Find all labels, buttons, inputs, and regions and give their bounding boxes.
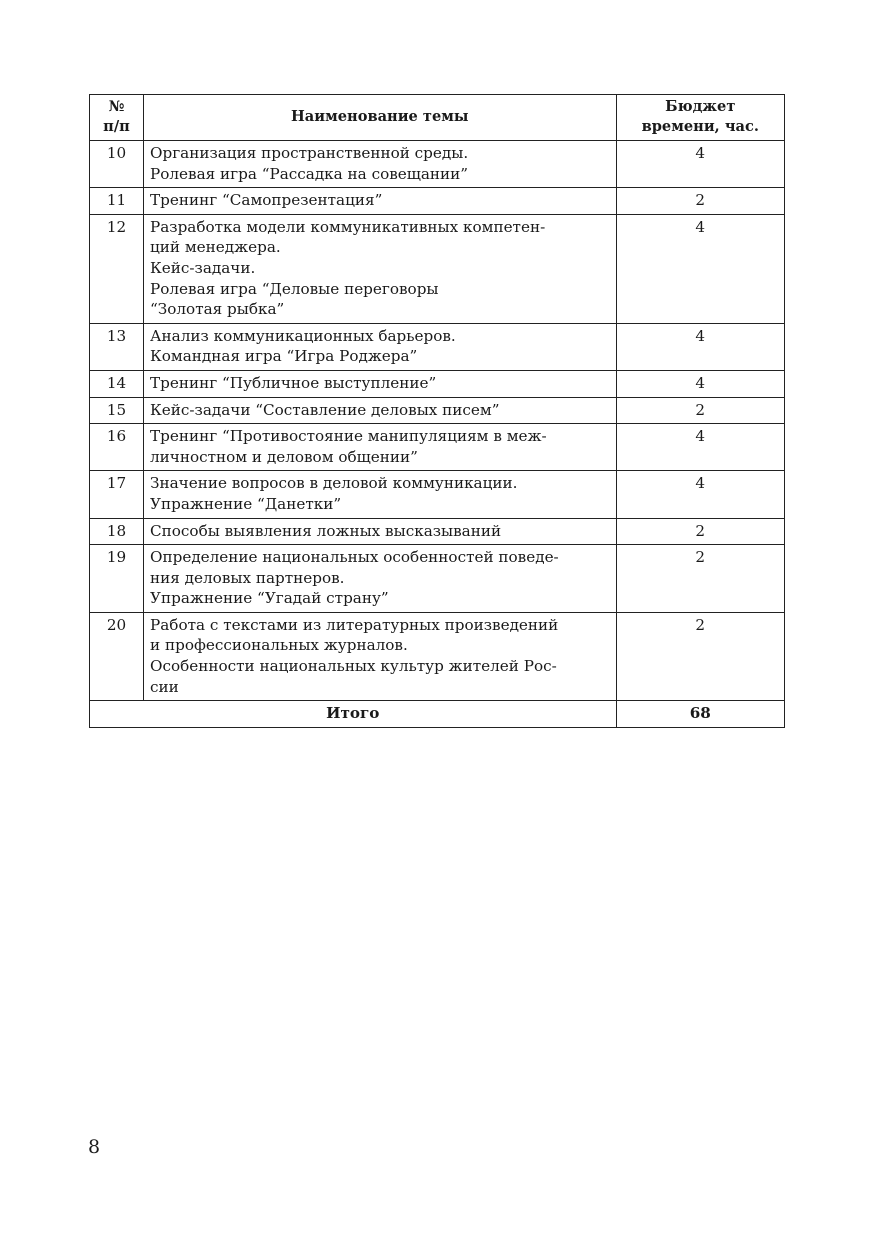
table-row bbox=[90, 370, 785, 397]
total-value: 68 bbox=[616, 701, 784, 728]
header-row bbox=[90, 95, 785, 141]
table-row bbox=[90, 323, 785, 370]
table-header bbox=[90, 95, 785, 141]
topic-line: Разработка модели коммуникативных компетен- bbox=[150, 217, 546, 236]
topic-line: Тренинг “Публичное выступление” bbox=[150, 373, 437, 392]
header-number bbox=[90, 95, 144, 141]
topic-line: ций менеджера. bbox=[150, 238, 281, 257]
page-number: 8 bbox=[88, 1136, 101, 1158]
row-hours: 4 bbox=[616, 214, 784, 323]
row-number: 19 bbox=[90, 545, 144, 613]
row-topic bbox=[144, 214, 617, 323]
topic-line: Анализ коммуникационных барьеров. bbox=[150, 326, 456, 345]
topic-line: Кейс-задачи. bbox=[150, 258, 256, 277]
row-topic bbox=[144, 612, 617, 700]
row-hours: 4 bbox=[616, 370, 784, 397]
row-topic bbox=[144, 518, 617, 545]
row-number: 20 bbox=[90, 612, 144, 700]
row-number: 11 bbox=[90, 188, 144, 215]
topic-line: и профессиональных журналов. bbox=[150, 636, 408, 655]
header-hours bbox=[616, 95, 784, 141]
table-row bbox=[90, 141, 785, 188]
row-hours: 4 bbox=[616, 471, 784, 518]
row-hours: 2 bbox=[616, 188, 784, 215]
row-topic bbox=[144, 370, 617, 397]
row-topic bbox=[144, 424, 617, 471]
topic-line: Тренинг “Противостояние манипуляциям в меж- bbox=[150, 427, 547, 446]
topic-line: Особенности национальных культур жителей Рос- bbox=[150, 657, 557, 676]
row-number: 16 bbox=[90, 424, 144, 471]
topic-line: Ролевая игра “Деловые переговоры bbox=[150, 279, 439, 298]
row-number: 13 bbox=[90, 323, 144, 370]
row-number: 10 bbox=[90, 141, 144, 188]
row-topic bbox=[144, 545, 617, 613]
topic-line: Организация пространственной среды. bbox=[150, 144, 469, 162]
total-label: Итого bbox=[90, 701, 617, 728]
row-hours: 4 bbox=[616, 424, 784, 471]
topic-line: Определение национальных особенностей поведе- bbox=[150, 548, 559, 567]
table-row bbox=[90, 545, 785, 613]
row-topic bbox=[144, 188, 617, 215]
table-row bbox=[90, 214, 785, 323]
topic-line: сии bbox=[150, 677, 179, 696]
header-hours-line2: времени, час. bbox=[641, 118, 759, 135]
topic-line: Значение вопросов в деловой коммуникации. bbox=[150, 474, 518, 493]
row-number: 15 bbox=[90, 397, 144, 424]
topic-line: Работа с текстами из литературных произведений bbox=[150, 615, 559, 634]
header-number-abbr: п/п bbox=[103, 118, 130, 135]
table-row bbox=[90, 471, 785, 518]
topics-table bbox=[89, 94, 785, 728]
topic-line: Упражнение “Угадай страну” bbox=[150, 589, 389, 608]
row-topic bbox=[144, 397, 617, 424]
header-hours-line1: Бюджет bbox=[665, 98, 736, 115]
table-body bbox=[90, 141, 785, 728]
row-hours: 4 bbox=[616, 141, 784, 188]
total-row bbox=[90, 701, 785, 728]
row-topic bbox=[144, 323, 617, 370]
topic-line: ния деловых партнеров. bbox=[150, 568, 345, 587]
topic-line: Упражнение “Данетки” bbox=[150, 494, 342, 513]
topic-line: личностном и деловом общении” bbox=[150, 447, 418, 466]
header-topic: Наименование темы bbox=[144, 95, 617, 141]
table-row bbox=[90, 424, 785, 471]
table-row bbox=[90, 612, 785, 700]
row-number: 14 bbox=[90, 370, 144, 397]
table-row bbox=[90, 397, 785, 424]
topic-line: Командная игра “Игра Роджера” bbox=[150, 347, 418, 366]
topic-line: Способы выявления ложных высказываний bbox=[150, 521, 502, 540]
topic-line: Кейс-задачи “Составление деловых писем” bbox=[150, 400, 500, 419]
topic-line: Ролевая игра “Рассадка на совещании” bbox=[150, 164, 469, 183]
row-hours: 2 bbox=[616, 518, 784, 545]
table-row bbox=[90, 188, 785, 215]
row-hours: 4 bbox=[616, 323, 784, 370]
row-hours: 2 bbox=[616, 545, 784, 613]
row-hours: 2 bbox=[616, 397, 784, 424]
row-number: 18 bbox=[90, 518, 144, 545]
topic-line: Тренинг “Самопрезентация” bbox=[150, 191, 383, 210]
row-topic bbox=[144, 141, 617, 188]
row-topic bbox=[144, 471, 617, 518]
row-number: 12 bbox=[90, 214, 144, 323]
header-number-symbol: № bbox=[108, 98, 125, 115]
table-row bbox=[90, 518, 785, 545]
row-hours: 2 bbox=[616, 612, 784, 700]
topic-line: “Золотая рыбка” bbox=[150, 300, 285, 319]
row-number: 17 bbox=[90, 471, 144, 518]
